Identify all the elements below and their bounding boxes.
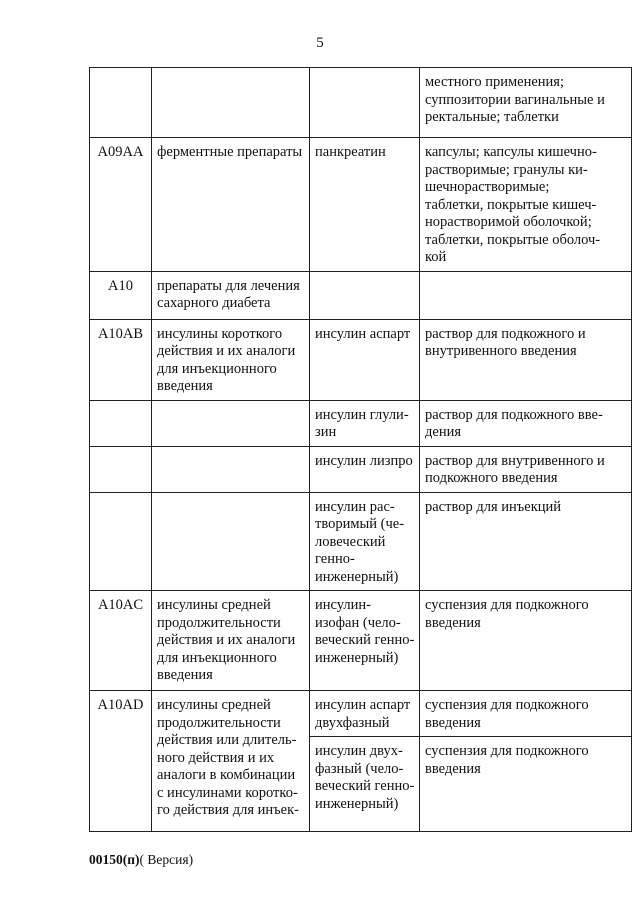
table-row [90,68,632,138]
drug-name-cell: инсулин двух- фазный (чело- веческий генно- инженерный) [310,737,420,832]
document-id: 00150(п) [89,852,140,867]
table-row [90,138,632,272]
atc-code-cell: A10AD [90,691,152,832]
drug-name-cell: инсулин аспарт двухфазный [310,691,420,737]
group-name-cell [152,492,310,591]
group-name-cell [152,400,310,446]
drug-name-cell [310,271,420,319]
dosage-form-cell: суспензия для подкожного введения [420,591,632,691]
dosage-form-cell: раствор для инъекций [420,492,632,591]
table-row [90,492,632,591]
atc-code-cell: A10AB [90,319,152,400]
dosage-form-cell: суспензия для подкожного введения [420,737,632,832]
dosage-form-cell: местного применения; суппозитории вагинальные и ректальные; таблетки [420,68,632,138]
dosage-form-cell: раствор для подкожного вве- дения [420,400,632,446]
atc-code-cell: A09AA [90,138,152,272]
table-row [90,446,632,492]
group-name-cell: инсулины средней продолжительности действия или длитель- ного действия и их аналоги в комбинации с инсулинами коротко- го действия для инъек- [152,691,310,832]
drug-name-cell: панкреатин [310,138,420,272]
group-name-cell [152,446,310,492]
atc-code-cell [90,492,152,591]
group-name-cell [152,68,310,138]
table-row [90,319,632,400]
drug-name-cell: инсулин глули- зин [310,400,420,446]
group-name-cell: инсулины средней продолжительности действия и их аналоги для инъекционного введения [152,591,310,691]
document-version: ( Версия) [139,852,194,867]
table-row [90,400,632,446]
drug-name-cell: инсулин- изофан (чело- веческий генно- инженерный) [310,591,420,691]
footer [89,852,193,868]
drug-name-cell: инсулин рас- творимый (че- ловеческий генно- инженерный) [310,492,420,591]
atc-code-cell [90,400,152,446]
drug-name-cell [310,68,420,138]
drug-table [89,67,632,832]
atc-code-cell: A10AC [90,591,152,691]
dosage-form-cell: раствор для подкожного и внутривенного введения [420,319,632,400]
atc-code-cell: A10 [90,271,152,319]
group-name-cell: инсулины короткого действия и их аналоги для инъекционного введения [152,319,310,400]
drug-name-cell: инсулин аспарт [310,319,420,400]
atc-code-cell [90,68,152,138]
page-number: 5 [316,35,324,51]
atc-code-cell [90,446,152,492]
table-row [90,691,632,737]
group-name-cell: ферментные препараты [152,138,310,272]
dosage-form-cell: раствор для внутривенного и подкожного введения [420,446,632,492]
dosage-form-cell [420,271,632,319]
dosage-form-cell: капсулы; капсулы кишечно- растворимые; гранулы ки- шечнорастворимые; таблетки, покрытые кишеч- норастворимой оболочкой; таблетки, покрытые оболоч- кой [420,138,632,272]
table-row [90,271,632,319]
group-name-cell: препараты для лечения сахарного диабета [152,271,310,319]
drug-name-cell: инсулин лизпро [310,446,420,492]
dosage-form-cell: суспензия для подкожного введения [420,691,632,737]
table-row [90,591,632,691]
